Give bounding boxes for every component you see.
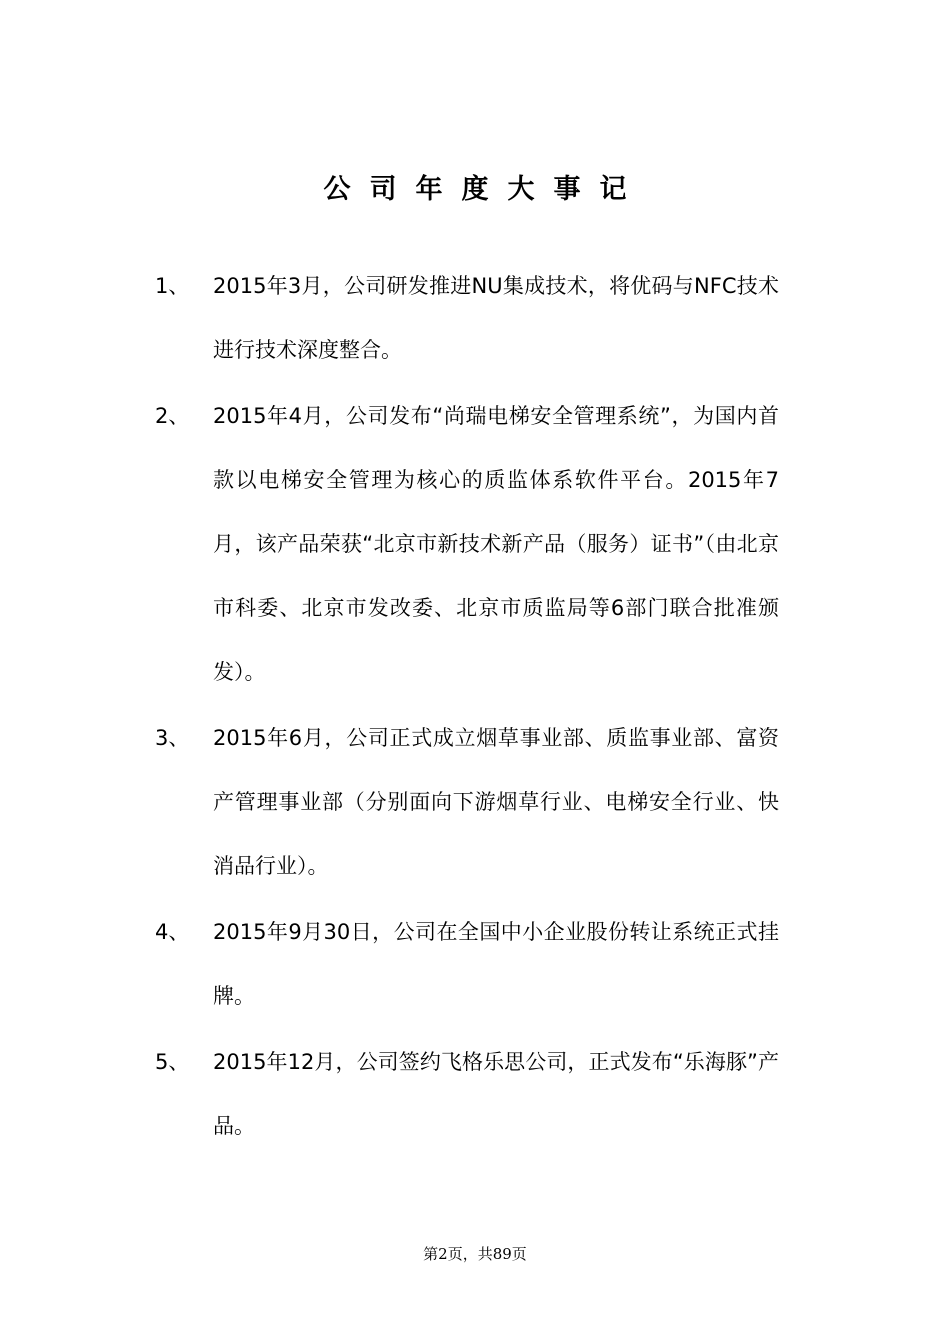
event-item-5 [155, 1030, 795, 1158]
event-text: 2015年6月，公司正式成立烟草事业部、质监事业部、富资产管理事业部（分别面向下游烟草行业、电梯安全行业、快消品行业）。 [213, 726, 779, 878]
event-list [155, 254, 795, 1160]
page-footer: 第2页，共89页 [423, 1245, 527, 1263]
event-item-1 [155, 254, 795, 382]
event-number: 4、 [155, 920, 190, 944]
event-number: 5、 [155, 1050, 190, 1074]
event-number: 2、 [155, 404, 190, 428]
event-number: 3、 [155, 726, 190, 750]
event-item-2 [155, 384, 795, 704]
event-item-3 [155, 706, 795, 898]
event-text: 2015年9月30日，公司在全国中小企业股份转让系统正式挂牌。 [213, 920, 779, 1008]
event-text: 2015年4月，公司发布“尚瑞电梯安全管理系统”，为国内首款以电梯安全管理为核心的质监体系软件平台。2015年7月，该产品荣获“北京市新技术新产品（服务）证书”（由北京市科委、北京市发改委、北京市质监局等6部门联合批准颁发）。 [213, 404, 779, 684]
event-item-4 [155, 900, 795, 1028]
page-title: 公司年度大事记 [323, 174, 646, 206]
event-text: 2015年3月，公司研发推进NU集成技术，将优码与NFC技术进行技术深度整合。 [213, 274, 779, 362]
event-text: 2015年12月，公司签约飞格乐思公司，正式发布“乐海豚”产品。 [213, 1050, 779, 1138]
event-number: 1、 [155, 274, 190, 298]
